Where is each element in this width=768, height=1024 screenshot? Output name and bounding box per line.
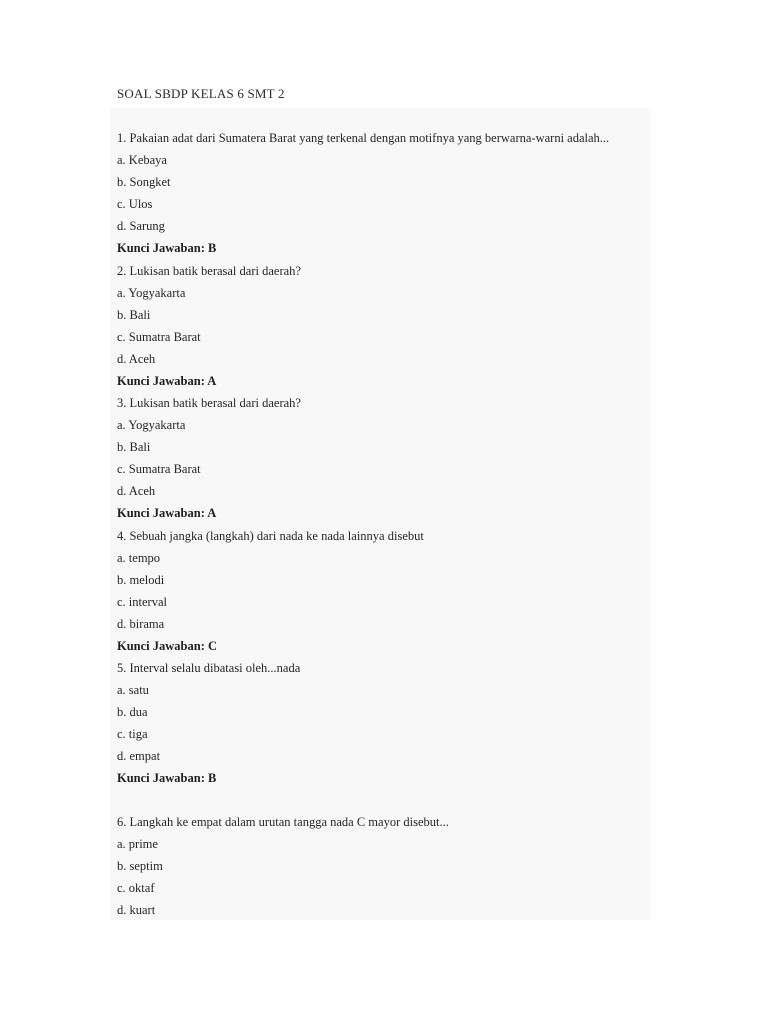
answer-key: Kunci Jawaban: A <box>117 506 217 520</box>
answer-option: d. kuart <box>117 903 156 917</box>
answer-key: Kunci Jawaban: C <box>117 639 218 653</box>
question-text: 4. Sebuah jangka (langkah) dari nada ke nada lainnya disebut <box>117 529 424 543</box>
document-title: SOAL SBDP KELAS 6 SMT 2 <box>117 86 285 101</box>
answer-option: b. Bali <box>117 308 151 322</box>
answer-option: a. prime <box>117 837 158 851</box>
answer-option: a. Kebaya <box>117 153 167 167</box>
answer-option: b. Bali <box>117 440 151 454</box>
answer-option: a. Yogyakarta <box>117 286 186 300</box>
answer-option: b. dua <box>117 705 148 719</box>
answer-option: c. Sumatra Barat <box>117 330 201 344</box>
question-text: 6. Langkah ke empat dalam urutan tangga nada C mayor disebut... <box>117 815 449 829</box>
answer-option: b. Songket <box>117 175 171 189</box>
answer-key: Kunci Jawaban: B <box>117 771 217 785</box>
answer-option: a. Yogyakarta <box>117 418 186 432</box>
answer-key: Kunci Jawaban: B <box>117 241 217 255</box>
answer-option: d. Aceh <box>117 484 156 498</box>
question-text: 5. Interval selalu dibatasi oleh...nada <box>117 661 301 675</box>
answer-option: d. Aceh <box>117 352 156 366</box>
question-text: 3. Lukisan batik berasal dari daerah? <box>117 396 301 410</box>
answer-option: c. oktaf <box>117 881 155 895</box>
answer-option: d. birama <box>117 617 165 631</box>
question-text: 2. Lukisan batik berasal dari daerah? <box>117 264 301 278</box>
answer-option: a. satu <box>117 683 149 697</box>
answer-option: b. melodi <box>117 573 165 587</box>
answer-option: a. tempo <box>117 551 161 565</box>
answer-option: c. interval <box>117 595 167 609</box>
answer-option: b. septim <box>117 859 163 873</box>
question-text: 1. Pakaian adat dari Sumatera Barat yang terkenal dengan motifnya yang berwarna-warni adalah... <box>117 131 610 145</box>
answer-option: d. empat <box>117 749 161 763</box>
answer-option: d. Sarung <box>117 219 165 233</box>
answer-option: c. tiga <box>117 727 148 741</box>
answer-option: c. Ulos <box>117 197 153 211</box>
answer-key: Kunci Jawaban: A <box>117 374 217 388</box>
answer-option: c. Sumatra Barat <box>117 462 201 476</box>
